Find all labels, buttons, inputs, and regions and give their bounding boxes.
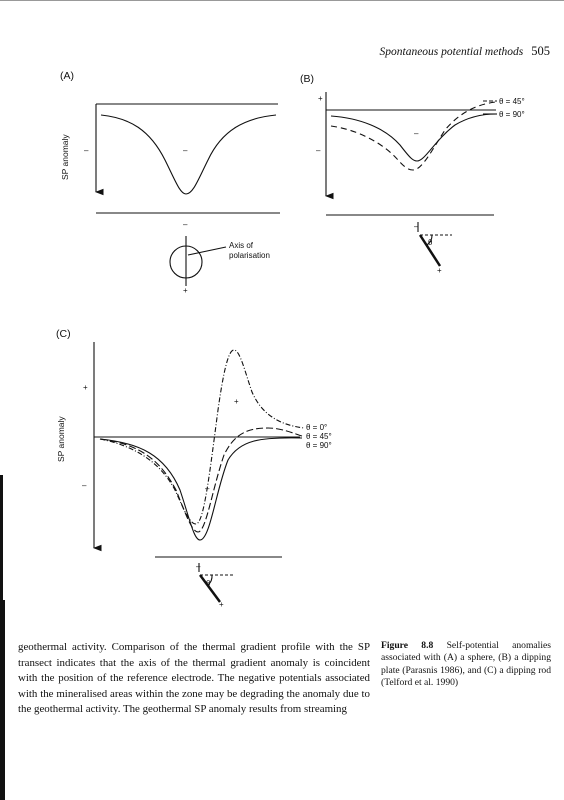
panel-b-plus-below: +: [437, 266, 442, 275]
page-number: 505: [531, 44, 550, 58]
panel-a-label: (A): [60, 70, 74, 82]
polarisation-annotation: Axis of polarisation: [229, 241, 270, 260]
figure-caption: [381, 640, 551, 690]
panel-c-minus-center: –: [205, 484, 210, 493]
panel-b-legend-90: θ = 90°: [499, 110, 525, 119]
panel-b-minus-below: –: [414, 222, 419, 231]
panel-c-theta: θ: [206, 579, 211, 588]
body-paragraph: [18, 640, 370, 718]
panel-c-plus-center: +: [234, 397, 239, 406]
panel-c-label: (C): [56, 328, 71, 340]
panel-a-curve: [101, 115, 276, 194]
panel-b-plus-axis: +: [318, 94, 323, 103]
running-title: Spontaneous potential methods: [379, 46, 524, 58]
panel-c-minus-axis: –: [82, 481, 87, 490]
panel-b-minus-center: –: [414, 129, 419, 138]
panel-c-legend-0: θ = 0°: [306, 423, 328, 432]
panel-b-theta: θ: [428, 238, 433, 247]
panel-c-curve-90: [100, 438, 302, 540]
panel-a-minus-center: –: [183, 146, 188, 155]
panel-b-legend-45: θ = 45°: [499, 97, 525, 106]
caption-figure-label: Figure 8.8: [381, 640, 434, 651]
caption-text: Self-potential anomalies associated with (A) a sphere, (B) a dipping plate (Parasnis 1986), and (C) a dipping rod (Telford et al. 1990): [381, 640, 551, 689]
panel-c-plus-below: +: [219, 600, 224, 609]
panel-c-legend-90: θ = 90°: [306, 441, 332, 450]
scan-edge-mark: [3, 600, 5, 800]
panel-a-plus-below: +: [183, 286, 188, 295]
body-text: geothermal activity. Comparison of the thermal gradient profile with the SP transect indicates that the axis of the thermal gradient anomaly is coincident with the position of the reference electrode. The negative potentials associated with the mineralised areas within the zone may be degrading the anomaly due to the geothermal activity. The geothermal SP anomaly results from streaming: [18, 641, 370, 716]
panel-a-minus-left: –: [84, 146, 89, 155]
panel-b-label: (B): [300, 73, 314, 85]
panel-c-minus-below: –: [196, 562, 201, 571]
panel-c-plus-axis: +: [83, 383, 88, 392]
panel-a-minus-below: –: [183, 220, 188, 229]
panel-b-minus-left: –: [316, 146, 321, 155]
panel-c-legend-45: θ = 45°: [306, 432, 332, 441]
panel-c-y-axis-label: SP anomaly: [56, 416, 66, 462]
panel-a-y-axis-label: SP anomaly: [60, 134, 70, 180]
